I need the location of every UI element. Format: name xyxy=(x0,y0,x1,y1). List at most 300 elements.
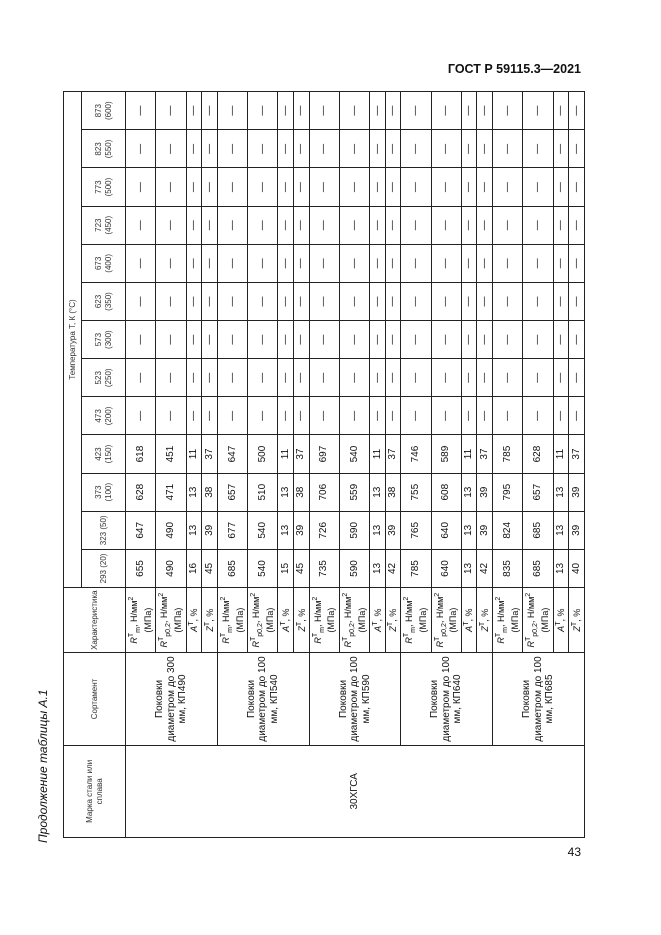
symbol: Z xyxy=(296,626,307,632)
value-cell: — xyxy=(523,321,553,359)
value-cell: 13 xyxy=(553,549,569,587)
value-cell: 40 xyxy=(569,549,585,587)
value-cell: 706 xyxy=(309,473,339,511)
value-cell: — xyxy=(339,92,369,130)
value-cell: 39 xyxy=(477,511,493,549)
value-cell: — xyxy=(370,206,386,244)
value-cell: 13 xyxy=(461,549,477,587)
value-cell: — xyxy=(278,168,294,206)
unit-exponent: 2 xyxy=(250,592,258,597)
value-cell: — xyxy=(248,321,278,359)
value-cell: 39 xyxy=(385,511,401,549)
value-cell: — xyxy=(217,92,247,130)
temperature-header-cell: 623 (350) xyxy=(82,282,126,320)
value-cell: — xyxy=(309,130,339,168)
symbol: A xyxy=(464,625,475,632)
value-cell: — xyxy=(156,130,186,168)
value-cell: 45 xyxy=(293,549,309,587)
value-cell: — xyxy=(493,92,523,130)
value-cell: — xyxy=(569,92,585,130)
value-cell: — xyxy=(339,282,369,320)
value-cell: 37 xyxy=(477,435,493,473)
value-cell: — xyxy=(553,321,569,359)
unit: , % xyxy=(296,608,307,622)
symbol-subscript: m xyxy=(318,627,326,633)
value-cell: — xyxy=(293,130,309,168)
unit-mpa: (МПа) xyxy=(234,607,245,633)
value-cell: — xyxy=(569,206,585,244)
symbol-superscript: T xyxy=(463,621,471,626)
value-cell: — xyxy=(126,397,156,435)
value-cell: 697 xyxy=(309,435,339,473)
unit-mpa: (МПа) xyxy=(264,607,275,633)
value-cell: — xyxy=(217,244,247,282)
value-cell: — xyxy=(126,321,156,359)
value-cell: 785 xyxy=(401,549,431,587)
characteristic-cell xyxy=(186,588,202,653)
value-cell: 38 xyxy=(293,473,309,511)
symbol-superscript: T xyxy=(570,621,578,627)
value-cell: — xyxy=(461,244,477,282)
temperature-header-cell: 873 (600) xyxy=(82,92,126,130)
value-cell: 540 xyxy=(248,549,278,587)
symbol: R xyxy=(342,641,353,648)
symbol: Z xyxy=(388,626,399,632)
value-cell: — xyxy=(248,397,278,435)
value-cell: — xyxy=(339,397,369,435)
rotated-table-container xyxy=(63,91,585,838)
characteristic-cell xyxy=(385,588,401,653)
value-cell: 500 xyxy=(248,435,278,473)
table-row xyxy=(401,92,431,838)
value-cell: 685 xyxy=(523,549,553,587)
symbol-subscript: p0,2 xyxy=(440,623,448,637)
value-cell: — xyxy=(431,359,461,397)
value-cell: — xyxy=(461,321,477,359)
value-cell: — xyxy=(186,397,202,435)
symbol-superscript: T xyxy=(371,621,379,626)
unit: , Н/мм xyxy=(159,596,170,624)
value-cell: 37 xyxy=(293,435,309,473)
value-cell: — xyxy=(569,321,585,359)
symbol-superscript: T xyxy=(128,632,136,638)
value-cell: 13 xyxy=(370,549,386,587)
value-cell: — xyxy=(553,130,569,168)
symbol-superscript: T xyxy=(387,621,395,627)
temperature-header-cell: 773 (500) xyxy=(82,168,126,206)
unit-exponent: 2 xyxy=(403,596,411,601)
value-cell: 37 xyxy=(202,435,218,473)
value-cell: — xyxy=(126,130,156,168)
value-cell: 835 xyxy=(493,549,523,587)
value-cell: — xyxy=(202,397,218,435)
value-cell: — xyxy=(493,206,523,244)
unit: , Н/мм xyxy=(129,600,140,627)
value-cell: — xyxy=(248,168,278,206)
value-cell: — xyxy=(385,130,401,168)
table-row xyxy=(126,92,156,838)
symbol-superscript: T xyxy=(341,636,349,642)
value-cell: — xyxy=(523,282,553,320)
value-cell: — xyxy=(477,397,493,435)
symbol: A xyxy=(372,625,383,632)
value-cell: — xyxy=(186,244,202,282)
value-cell: 39 xyxy=(569,511,585,549)
value-cell: — xyxy=(293,359,309,397)
characteristic-cell xyxy=(156,588,186,653)
unit-mpa: (МПа) xyxy=(356,607,367,633)
characteristic-cell xyxy=(401,588,431,653)
symbol-superscript: T xyxy=(295,621,303,627)
symbol-superscript: T xyxy=(479,621,487,627)
product-cell: Поковки диаметром до 100 мм, КП590 xyxy=(309,653,401,745)
properties-table xyxy=(63,91,585,838)
value-cell: — xyxy=(156,92,186,130)
value-cell: — xyxy=(278,92,294,130)
value-cell: — xyxy=(339,206,369,244)
value-cell: 45 xyxy=(202,549,218,587)
value-cell: 795 xyxy=(493,473,523,511)
value-cell: 13 xyxy=(278,473,294,511)
characteristic-cell xyxy=(523,588,553,653)
symbol: R xyxy=(496,637,507,644)
value-cell: — xyxy=(523,397,553,435)
value-cell: — xyxy=(431,206,461,244)
value-cell: 39 xyxy=(293,511,309,549)
value-cell: 42 xyxy=(477,549,493,587)
symbol: Z xyxy=(571,626,582,632)
value-cell: — xyxy=(401,321,431,359)
symbol: R xyxy=(526,641,537,648)
temperature-header-cell: 823 (550) xyxy=(82,130,126,168)
product-header: Сортамент xyxy=(64,653,126,745)
unit: , Н/мм xyxy=(404,600,415,627)
unit: , % xyxy=(189,608,200,622)
value-cell: — xyxy=(523,244,553,282)
value-cell: — xyxy=(431,130,461,168)
value-cell: — xyxy=(293,92,309,130)
value-cell: 16 xyxy=(186,549,202,587)
value-cell: — xyxy=(156,397,186,435)
value-cell: — xyxy=(569,244,585,282)
unit: , Н/мм xyxy=(312,600,323,627)
symbol-superscript: T xyxy=(250,636,258,642)
value-cell: 13 xyxy=(553,473,569,511)
value-cell: — xyxy=(309,206,339,244)
value-cell: — xyxy=(477,92,493,130)
value-cell: — xyxy=(523,92,553,130)
value-cell: — xyxy=(461,359,477,397)
value-cell: — xyxy=(278,206,294,244)
value-cell: — xyxy=(186,359,202,397)
characteristic-cell xyxy=(339,588,369,653)
value-cell: — xyxy=(431,321,461,359)
value-cell: 647 xyxy=(217,435,247,473)
symbol: R xyxy=(312,637,323,644)
value-cell: — xyxy=(385,168,401,206)
characteristic-cell xyxy=(477,588,493,653)
unit-exponent: 2 xyxy=(158,592,166,597)
value-cell: — xyxy=(339,359,369,397)
value-cell: — xyxy=(523,206,553,244)
value-cell: — xyxy=(461,206,477,244)
value-cell: — xyxy=(461,168,477,206)
value-cell: — xyxy=(202,92,218,130)
value-cell: — xyxy=(370,359,386,397)
characteristic-cell xyxy=(126,588,156,653)
value-cell: 38 xyxy=(385,473,401,511)
unit-mpa: (МПа) xyxy=(448,607,459,633)
value-cell: — xyxy=(401,130,431,168)
characteristic-header: Характеристика xyxy=(64,588,126,653)
value-cell: — xyxy=(553,244,569,282)
value-cell: 11 xyxy=(186,435,202,473)
characteristic-cell xyxy=(461,588,477,653)
page-number: 43 xyxy=(567,845,581,859)
unit: , % xyxy=(464,608,475,622)
value-cell: — xyxy=(309,92,339,130)
value-cell: — xyxy=(156,321,186,359)
value-cell: — xyxy=(493,397,523,435)
characteristic-cell xyxy=(293,588,309,653)
value-cell: — xyxy=(202,244,218,282)
symbol: R xyxy=(434,641,445,648)
unit-mpa: (МПа) xyxy=(326,607,337,633)
table-row xyxy=(217,92,247,838)
temperature-header-cell: 673 (400) xyxy=(82,244,126,282)
value-cell: — xyxy=(385,359,401,397)
value-cell: — xyxy=(248,244,278,282)
value-cell: 824 xyxy=(493,511,523,549)
table-continuation-caption: Продолжение таблицы А.1 xyxy=(36,689,50,843)
characteristic-cell xyxy=(553,588,569,653)
value-cell: 608 xyxy=(431,473,461,511)
symbol-superscript: T xyxy=(158,636,166,642)
symbol: Z xyxy=(204,626,215,632)
characteristic-cell xyxy=(569,588,585,653)
unit: , % xyxy=(556,608,567,622)
value-cell: — xyxy=(493,282,523,320)
value-cell: 39 xyxy=(202,511,218,549)
unit: , % xyxy=(388,608,399,622)
value-cell: 628 xyxy=(126,473,156,511)
value-cell: — xyxy=(401,359,431,397)
value-cell: — xyxy=(293,244,309,282)
value-cell: — xyxy=(202,359,218,397)
value-cell: — xyxy=(248,130,278,168)
value-cell: 13 xyxy=(186,473,202,511)
value-cell: 38 xyxy=(202,473,218,511)
unit: , % xyxy=(204,608,215,622)
product-cell: Поковки диаметром до 100 мм, КП540 xyxy=(217,653,309,745)
value-cell: — xyxy=(401,282,431,320)
product-cell: Поковки диаметром до 100 мм, КП685 xyxy=(493,653,585,745)
value-cell: — xyxy=(461,92,477,130)
symbol: R xyxy=(251,641,262,648)
symbol: A xyxy=(280,625,291,632)
unit: , Н/мм xyxy=(251,596,262,624)
temperature-header-cell: 723 (450) xyxy=(82,206,126,244)
value-cell: 471 xyxy=(156,473,186,511)
value-cell: — xyxy=(431,244,461,282)
value-cell: — xyxy=(156,282,186,320)
symbol-superscript: T xyxy=(311,632,319,638)
value-cell: — xyxy=(186,282,202,320)
value-cell: 37 xyxy=(569,435,585,473)
value-cell: — xyxy=(385,206,401,244)
value-cell: 39 xyxy=(477,473,493,511)
symbol-superscript: T xyxy=(403,632,411,638)
temperature-header-cell: 323 (50) xyxy=(82,511,126,549)
value-cell: 677 xyxy=(217,511,247,549)
header-row xyxy=(64,92,82,838)
value-cell: — xyxy=(156,168,186,206)
table-row xyxy=(309,92,339,838)
value-cell: — xyxy=(156,244,186,282)
value-cell: — xyxy=(553,397,569,435)
unit-mpa: (МПа) xyxy=(540,607,551,633)
value-cell: 785 xyxy=(493,435,523,473)
value-cell: — xyxy=(370,130,386,168)
unit-mpa: (МПа) xyxy=(142,607,153,633)
value-cell: 13 xyxy=(278,511,294,549)
value-cell: 618 xyxy=(126,435,156,473)
value-cell: 540 xyxy=(248,511,278,549)
unit: , Н/мм xyxy=(496,600,507,627)
value-cell: 765 xyxy=(401,511,431,549)
grade-header: Марка стали или сплава xyxy=(64,745,126,837)
value-cell: 13 xyxy=(461,511,477,549)
value-cell: — xyxy=(293,206,309,244)
symbol-superscript: T xyxy=(495,632,503,638)
unit-exponent: 2 xyxy=(311,596,319,601)
value-cell: — xyxy=(309,321,339,359)
value-cell: — xyxy=(126,282,156,320)
value-cell: — xyxy=(217,359,247,397)
symbol-superscript: T xyxy=(433,636,441,642)
value-cell: — xyxy=(553,359,569,397)
value-cell: — xyxy=(309,168,339,206)
value-cell: — xyxy=(126,244,156,282)
value-cell: — xyxy=(370,244,386,282)
value-cell: — xyxy=(278,321,294,359)
symbol-subscript: p0,2 xyxy=(256,623,264,637)
value-cell: 451 xyxy=(156,435,186,473)
value-cell: 15 xyxy=(278,549,294,587)
unit: , % xyxy=(372,608,383,622)
value-cell: 42 xyxy=(385,549,401,587)
characteristic-cell xyxy=(493,588,523,653)
value-cell: — xyxy=(217,397,247,435)
symbol-subscript: p0,2 xyxy=(348,623,356,637)
symbol: A xyxy=(189,625,200,632)
value-cell: 559 xyxy=(339,473,369,511)
value-cell: — xyxy=(339,168,369,206)
value-cell: — xyxy=(370,282,386,320)
value-cell: — xyxy=(293,168,309,206)
value-cell: 37 xyxy=(385,435,401,473)
value-cell: — xyxy=(186,321,202,359)
symbol-subscript: m xyxy=(226,627,234,633)
value-cell: 735 xyxy=(309,549,339,587)
value-cell: 510 xyxy=(248,473,278,511)
value-cell: — xyxy=(569,359,585,397)
value-cell: — xyxy=(385,92,401,130)
value-cell: — xyxy=(461,130,477,168)
value-cell: — xyxy=(309,359,339,397)
unit-exponent: 2 xyxy=(128,596,136,601)
value-cell: — xyxy=(202,282,218,320)
value-cell: 13 xyxy=(553,511,569,549)
value-cell: — xyxy=(370,168,386,206)
value-cell: — xyxy=(293,321,309,359)
table-row xyxy=(493,92,523,838)
value-cell: — xyxy=(553,206,569,244)
value-cell: 657 xyxy=(523,473,553,511)
temperature-header-cell: 293 (20) xyxy=(82,549,126,587)
value-cell: 11 xyxy=(278,435,294,473)
value-cell: 39 xyxy=(569,473,585,511)
value-cell: — xyxy=(309,244,339,282)
unit-mpa: (МПа) xyxy=(418,607,429,633)
grade-cell: 30ХГСА xyxy=(126,745,585,837)
value-cell: — xyxy=(186,130,202,168)
value-cell: — xyxy=(339,244,369,282)
unit-exponent: 2 xyxy=(495,596,503,601)
unit: , % xyxy=(480,608,491,622)
value-cell: 490 xyxy=(156,511,186,549)
product-cell: Поковки диаметром до 100 мм, КП640 xyxy=(401,653,493,745)
value-cell: — xyxy=(385,244,401,282)
value-cell: — xyxy=(553,168,569,206)
value-cell: — xyxy=(553,282,569,320)
symbol: R xyxy=(404,637,415,644)
value-cell: 11 xyxy=(553,435,569,473)
symbol: R xyxy=(129,637,140,644)
characteristic-cell xyxy=(370,588,386,653)
value-cell: — xyxy=(477,130,493,168)
value-cell: 13 xyxy=(461,473,477,511)
value-cell: — xyxy=(385,321,401,359)
value-cell: — xyxy=(523,168,553,206)
value-cell: 655 xyxy=(126,549,156,587)
standard-number: ГОСТ Р 59115.3—2021 xyxy=(447,62,581,76)
value-cell: — xyxy=(477,206,493,244)
value-cell: — xyxy=(126,92,156,130)
value-cell: — xyxy=(248,359,278,397)
value-cell: — xyxy=(217,282,247,320)
symbol-subscript: p0,2 xyxy=(165,623,173,637)
symbol-superscript: T xyxy=(555,621,563,626)
characteristic-cell xyxy=(202,588,218,653)
value-cell: — xyxy=(217,168,247,206)
value-cell: — xyxy=(477,282,493,320)
unit-exponent: 2 xyxy=(219,596,227,601)
symbol-subscript: m xyxy=(134,627,142,633)
characteristic-cell xyxy=(278,588,294,653)
value-cell: — xyxy=(248,92,278,130)
value-cell: — xyxy=(569,130,585,168)
value-cell: 13 xyxy=(370,511,386,549)
value-cell: — xyxy=(278,244,294,282)
value-cell: 590 xyxy=(339,511,369,549)
unit: , Н/мм xyxy=(220,600,231,627)
value-cell: — xyxy=(370,321,386,359)
symbol-subscript: m xyxy=(501,627,509,633)
value-cell: 589 xyxy=(431,435,461,473)
value-cell: — xyxy=(278,130,294,168)
product-cell: Поковки диаметром до 300 мм, КП490 xyxy=(126,653,218,745)
